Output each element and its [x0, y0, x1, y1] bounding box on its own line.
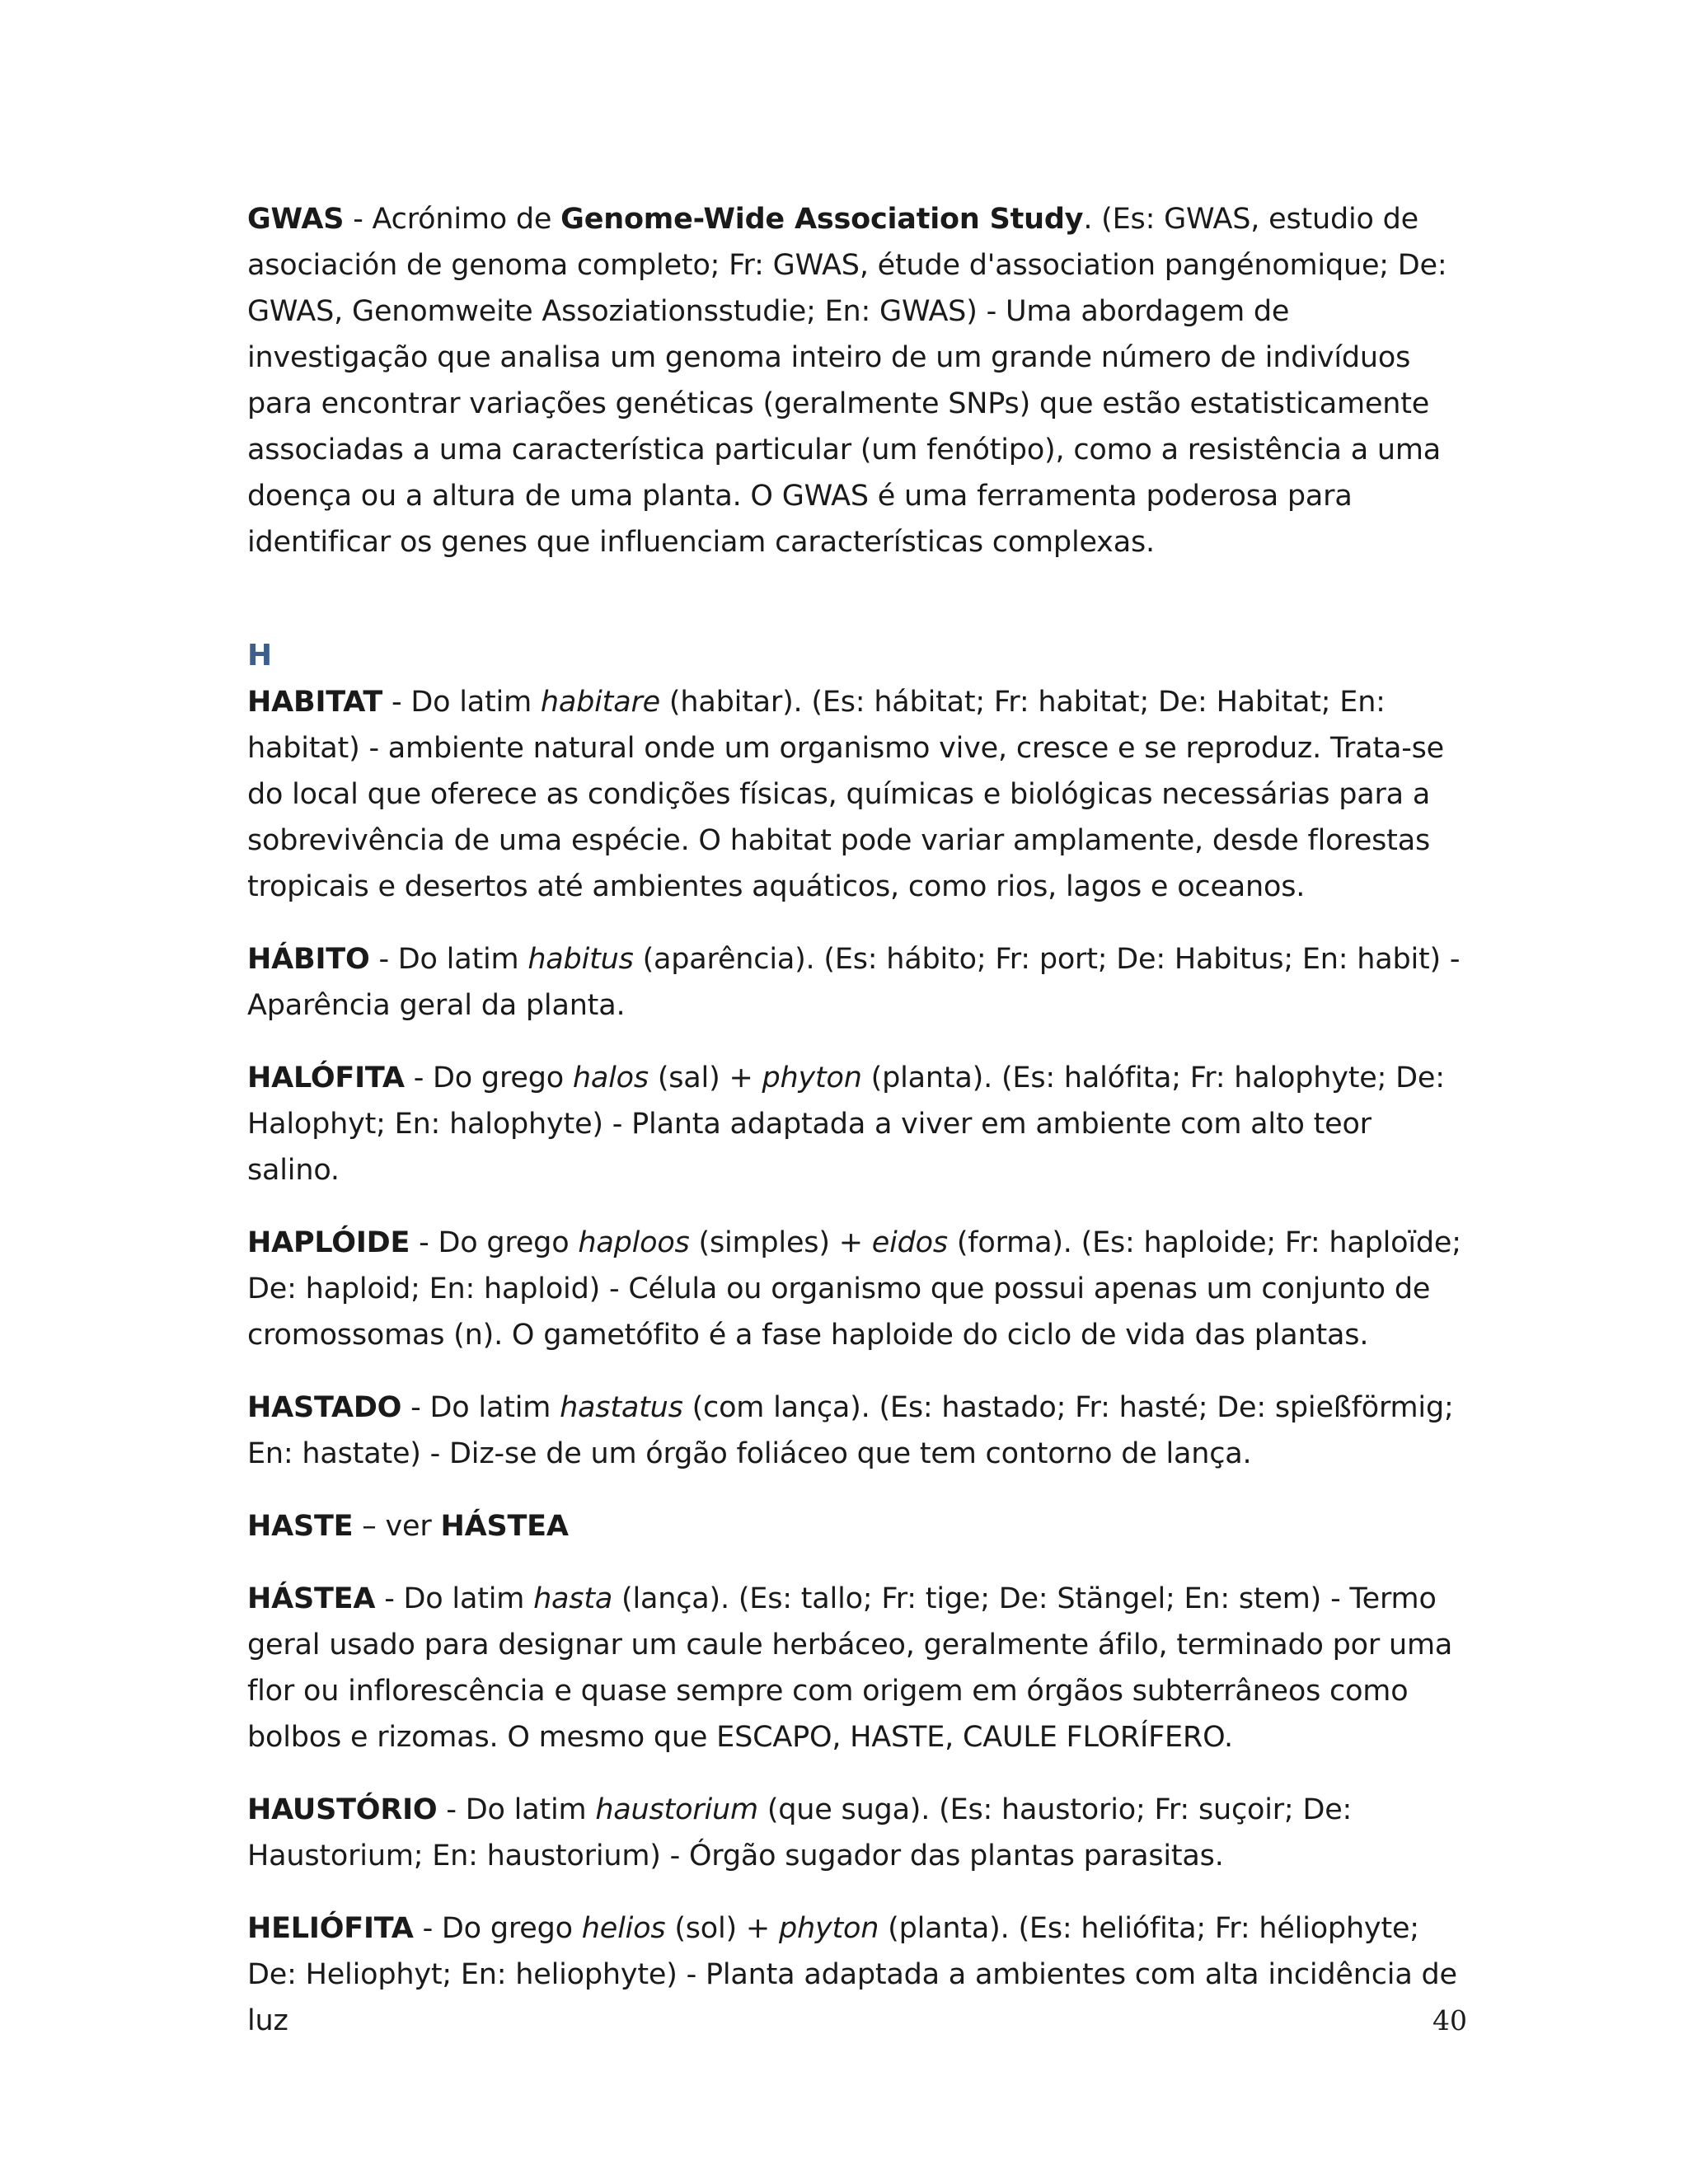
entry-text: - Do latim — [369, 943, 528, 976]
entry-term: HAPLÓIDE — [247, 1226, 410, 1259]
entry-term: HÁSTEA — [247, 1582, 376, 1615]
entry-text-italic: halos — [572, 1062, 649, 1094]
entry-text: . (Es: GWAS, estudio de asociación de genoma completo; Fr: GWAS, étude d'association pangénomique; De: GWAS, Genomweite Assoziationsstudie; En: GWAS) - Uma abordagem de investigação que analisa um genoma inteiro de um grande número de indivíduos para encontrar variações genéticas (geralmente SNPs) que estão estatisticamente associadas a uma característica particular (um fenótipo), como a resistência a uma doença ou a altura de uma planta. O GWAS é uma ferramenta poderosa para identificar os genes que influenciam características complexas. — [247, 203, 1447, 559]
entry-text-italic: haustorium — [595, 1793, 758, 1826]
entry-text: (simples) + — [689, 1226, 872, 1259]
entry-text: - Do grego — [404, 1062, 573, 1094]
entry-text: - Do grego — [413, 1912, 582, 1945]
entry-text-italic: helios — [581, 1912, 666, 1945]
entry-text: (com lança). (Es: hastado; Fr: hasté; De: spießförmig; En: hastate) - Diz-se de um órgão foliáceo que tem contorno de lança. — [247, 1391, 1454, 1470]
entry-text: - Acrónimo de — [344, 203, 561, 236]
entry-text: - Do latim — [375, 1582, 534, 1615]
entry-text: (habitar). (Es: hábitat; Fr: habitat; De: Habitat; En: habitat) - ambiente natural onde um organismo vive, cresce e se reproduz. Trata-se do local que oferece as condições físicas, químicas e biológicas necessárias para a sobrevivência de uma espécie. O habitat pode variar amplamente, desde florestas tropicais e desertos até ambientes aquáticos, como rios, lagos e oceanos. — [247, 686, 1444, 903]
entry-term: HELIÓFITA — [247, 1912, 414, 1945]
entry-text-italic: haploos — [578, 1226, 690, 1259]
entry-term: HALÓFITA — [247, 1062, 405, 1094]
entry-term: HASTADO — [247, 1391, 402, 1424]
entry-term: HABITAT — [247, 686, 383, 719]
entry-term: HASTE — [247, 1510, 354, 1543]
entry-text-italic: habitus — [528, 943, 634, 976]
entry-text: - Do latim — [382, 686, 541, 719]
entry-text: – ver — [353, 1510, 441, 1543]
glossary-entry-haustorio — [247, 1787, 1467, 1879]
entry-text: (aparência). (Es: hábito; Fr: port; De: Habitus; En: habit) - Aparência geral da planta. — [247, 943, 1461, 1022]
entry-text: (sal) + — [648, 1062, 762, 1094]
entry-text-italic: hasta — [533, 1582, 613, 1615]
glossary-page — [247, 196, 1467, 2070]
entry-text: - Do grego — [410, 1226, 579, 1259]
cross-reference-term: HÁSTEA — [440, 1510, 569, 1543]
glossary-entry-habitat — [247, 679, 1467, 910]
glossary-entry-hastea — [247, 1576, 1467, 1760]
entry-text: - Do latim — [437, 1793, 596, 1826]
entry-text-italic: hastatus — [560, 1391, 683, 1424]
glossary-entry-gwas — [247, 196, 1467, 565]
entry-text-italic: habitare — [540, 686, 660, 719]
entry-text: (lança). (Es: tallo; Fr: tige; De: Stängel; En: stem) - Termo geral usado para designar um caule herbáceo, geralmente áfilo, terminado por uma flor ou inflorescência e quase sempre com origem em órgãos subterrâneos como bolbos e rizomas. O mesmo que ESCAPO, HASTE, CAULE FLORÍFERO. — [247, 1582, 1453, 1754]
entry-text: (sol) + — [665, 1912, 779, 1945]
entry-text-bold: Genome-Wide Association Study — [560, 203, 1084, 236]
entry-text: (planta). (Es: halófita; Fr: halophyte; De: Halophyt; En: halophyte) - Planta adaptada a viver em ambiente com alto teor salino. — [247, 1062, 1445, 1187]
entry-term: HÁBITO — [247, 943, 370, 976]
entry-text: (planta). (Es: heliófita; Fr: héliophyte; De: Heliophyt; En: heliophyte) - Planta adaptada a ambientes com alta incidência de luz — [247, 1912, 1457, 2037]
glossary-entry-habito — [247, 936, 1467, 1029]
entry-text: (forma). (Es: haploide; Fr: haploïde; De: haploid; En: haploid) - Célula ou organismo que possui apenas um conjunto de cromossomas (n). O gametófito é a fase haploide do ciclo de vida das plantas. — [247, 1226, 1461, 1352]
section-letter-heading: H — [247, 639, 273, 673]
entry-text-italic: phyton — [778, 1912, 879, 1945]
glossary-entry-heliofita — [247, 1905, 1467, 2044]
entry-text: (que suga). (Es: haustorio; Fr: suçoir; De: Haustorium; En: haustorium) - Órgão sugador das plantas parasitas. — [247, 1793, 1353, 1872]
glossary-entry-halofita — [247, 1055, 1467, 1193]
page-number: 40 — [1432, 2004, 1467, 2036]
glossary-entry-hastado — [247, 1385, 1467, 1477]
entry-text: - Do latim — [401, 1391, 560, 1424]
glossary-entry-haploide — [247, 1220, 1467, 1358]
entry-term: GWAS — [247, 203, 345, 236]
entry-text-italic: eidos — [871, 1226, 948, 1259]
entry-text-italic: phyton — [762, 1062, 862, 1094]
glossary-entry-haste — [247, 1503, 1467, 1549]
entry-term: HAUSTÓRIO — [247, 1793, 438, 1826]
